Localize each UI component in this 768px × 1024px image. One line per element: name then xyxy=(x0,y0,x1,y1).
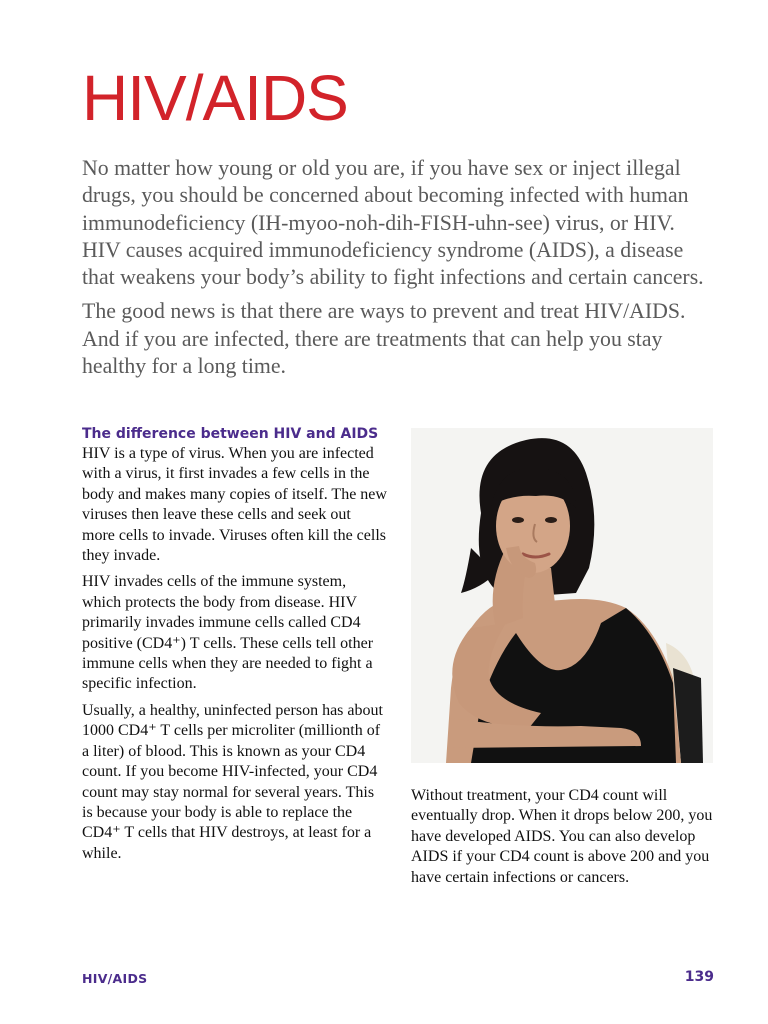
intro xyxy=(82,155,718,380)
woman-portrait-photo xyxy=(411,428,713,763)
portrait-illustration xyxy=(411,428,713,763)
page-number: 139 xyxy=(684,969,714,985)
page-title: HIV/AIDS xyxy=(82,62,348,134)
section-heading: The difference between HIV and AIDS xyxy=(82,426,379,442)
body-paragraph: Without treatment, your CD4 count will eventually drop. When it drops below 200, you have developed AIDS. You can also develop AIDS if your CD4 count is above 200 and you have certain infections or cancers. xyxy=(411,787,713,886)
footer-section-label: HIV/AIDS xyxy=(82,971,148,986)
intro-paragraph: The good news is that there are ways to prevent and treat HIV/AIDS. And if you are infected, there are treatments that can help you stay healthy for a long time. xyxy=(82,299,686,379)
body-paragraph: Usually, a healthy, uninfected person has about 1000 CD4⁺ T cells per microliter (millionth of a liter) of blood. This is known as your CD4 count. If you become HIV-infected, your CD4 count may stay normal for several years. This is because your body is able to replace the CD4⁺ T cells that HIV destroys, at least for a while. xyxy=(82,701,383,862)
right-column xyxy=(411,786,716,888)
body-paragraph: HIV is a type of virus. When you are infected with a virus, it first invades a few cells in the body and makes many copies of itself. The new viruses then leave these cells and seek out more cells to invade. Viruses often kill the cells they invade. xyxy=(82,445,387,565)
body-paragraph: HIV invades cells of the immune system, which protects the body from disease. HIV primarily invades immune cells called CD4 positive (CD4⁺) T cells. These cells tell other immune cells when they are needed to fight a specific infection. xyxy=(82,573,374,693)
left-column xyxy=(82,424,387,864)
intro-paragraph: No matter how young or old you are, if you have sex or inject illegal drugs, you should be concerned about becoming infected with human immunodeficiency (IH-myoo-noh-dih-FISH-uhn-see) virus, or HIV. HIV causes acquired immunodeficiency syndrome (AIDS), a disease that weakens your body’s ability to fight infections and certain cancers. xyxy=(82,156,704,290)
